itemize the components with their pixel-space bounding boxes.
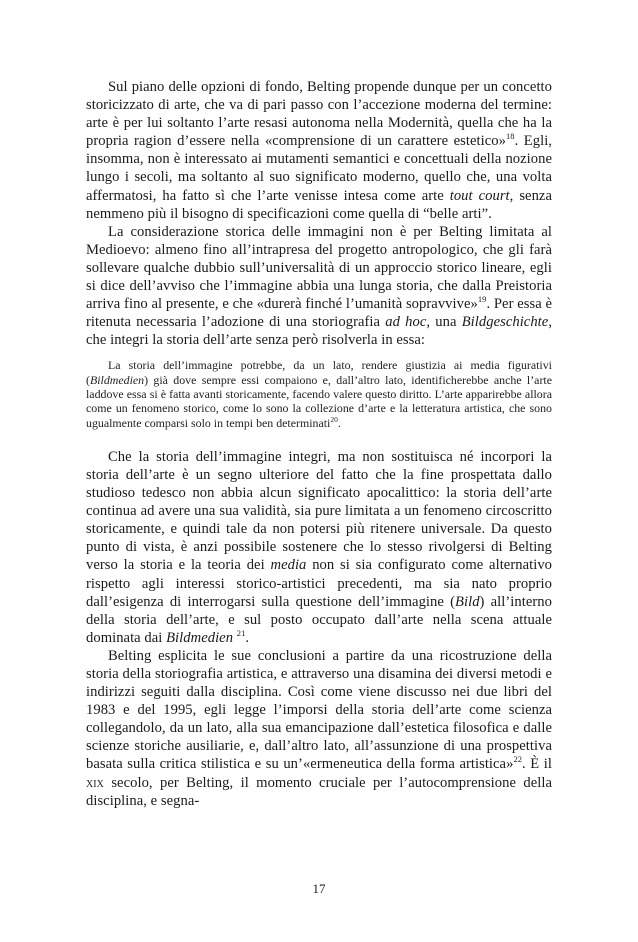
text-run: , una (426, 314, 462, 331)
small-caps-text: xix (86, 774, 104, 791)
footnote-ref: 21 (236, 627, 246, 638)
text-run: ) all’interno della storia dell’arte, e sul posto occupato dall’arte nella scena attuale dominata dai (86, 593, 552, 646)
text-run: La storia dell’immagine potrebbe, da un lato, rendere giustizia ai media figurativi ( (86, 358, 552, 387)
text-run: non si sia configurato come alternativo rispetto agli interessi storico-artistici precedenti, ma sia nato proprio dall’esigenza di interrogarsi sulla questione dell’immagine ( (86, 557, 553, 610)
italic-text: Bild (455, 593, 480, 610)
page-number: 17 (312, 881, 326, 896)
paragraph-3 (86, 448, 552, 647)
text-run: . (245, 629, 250, 646)
text-run: , che integri la storia dell’arte senza però risolverla in essa: (86, 314, 553, 349)
footnote-ref: 20 (330, 414, 338, 424)
italic-text: Bildmedien (166, 629, 234, 646)
italic-text: media (270, 557, 307, 574)
footnote-ref: 18 (505, 131, 515, 142)
text-run: . (337, 415, 341, 430)
text-run: Belting esplicita le sue conclusioni a partire da una ricostruzione della storia della storiografia artistica, e attraverso una disamina dei diversi metodi e indirizzi seguiti dalla disciplina. Così come viene discusso nei due libri del 1983 e del 1995, egli legge l’imporsi della storia dell’arte come scienza collegandolo, da un lato, alla sua emancipazione dall’estetica filosofica e dalle scienze storiche ausiliarie, e, dall’altro lato, all’assunzione di una prospettiva basata sulla critica stilistica e su un’«ermeneutica della forma artistica» (86, 647, 552, 773)
text-run: Che la storia dell’immagine integri, ma non sostituisca né incorpori la storia dell’arte è un segno ulteriore del fatto che la fine prospettata dallo studioso tedesco non abbia alcun significato apocalittico: la storia dell’arte continua ad avere una sua validità, sia pure limitata a un fenomeno circoscritto storicamente, e quindi tale da non potersi più ritenere universale. Da questo punto di vista, è anzi possibile sostenere che lo stesso rivolgersi di Belting verso la storia e la teoria dei (86, 448, 552, 574)
text-run: La considerazione storica delle immagini non è per Belting limitata al Medioevo: almeno fino all’intrapresa del progetto antropologico, che gli farà sollevare qualche dubbio sull’universalità di un approccio storico lineare, egli si dice dell’avviso che l’immagine abbia una lunga storia, che dalla Preistoria arriva fino al presente, e che «durerà finché l’umanità sopravvive» (86, 223, 552, 313)
block-quote (86, 358, 552, 429)
text-run: secolo, per Belting, il momento cruciale per l’autocomprensione della disciplina, e segna- (86, 774, 552, 809)
text-run: . Per essa è ritenuta necessaria l’adozione di una storiografia (86, 296, 552, 331)
text-run: . È il (522, 756, 552, 773)
footnote-ref: 19 (477, 294, 487, 305)
text-run: ) già dove sempre essi compaiono e, dall’altro lato, identificherebbe anche l’arte laddove essa si è fatta avanti storicamente, facendo valere questo diritto. L’arte apparirebbe allora come un fenomeno storico, come lo sono la collezione d’arte e la letteratura artistica, che sono ugualmente comparsi solo in tempi ben determinati (86, 372, 552, 430)
footnote-ref: 22 (513, 754, 523, 765)
text-run: . Egli, insomma, non è interessato ai mutamenti semantici e concettuali della nozione lungo i secoli, ma soltanto al suo significato moderno, quello che, una volta affermatosi, ha fatto sì che l’arte venisse intesa come arte (86, 133, 552, 204)
italic-text: Bildgeschichte (461, 314, 549, 331)
text-run: Sul piano delle opzioni di fondo, Belting propende dunque per un concetto storicizzato di arte, che va di pari passo con l’accezione moderna del termine: arte è per lui soltanto l’arte resasi autonoma nella Modernità, quella che ha la propria ragion d’essere nella «comprensione di un carattere estetico» (86, 79, 552, 150)
italic-text: ad hoc (385, 314, 427, 331)
italic-text: tout court (449, 187, 510, 204)
page-body (86, 78, 552, 810)
paragraph-2 (86, 223, 552, 350)
italic-text: Bildmedien (89, 372, 145, 387)
paragraph-4 (86, 647, 552, 810)
text-run: , senza nemmeno più il bisogno di specificazioni come quella di “belle arti”. (86, 187, 552, 222)
paragraph-1 (86, 78, 552, 223)
